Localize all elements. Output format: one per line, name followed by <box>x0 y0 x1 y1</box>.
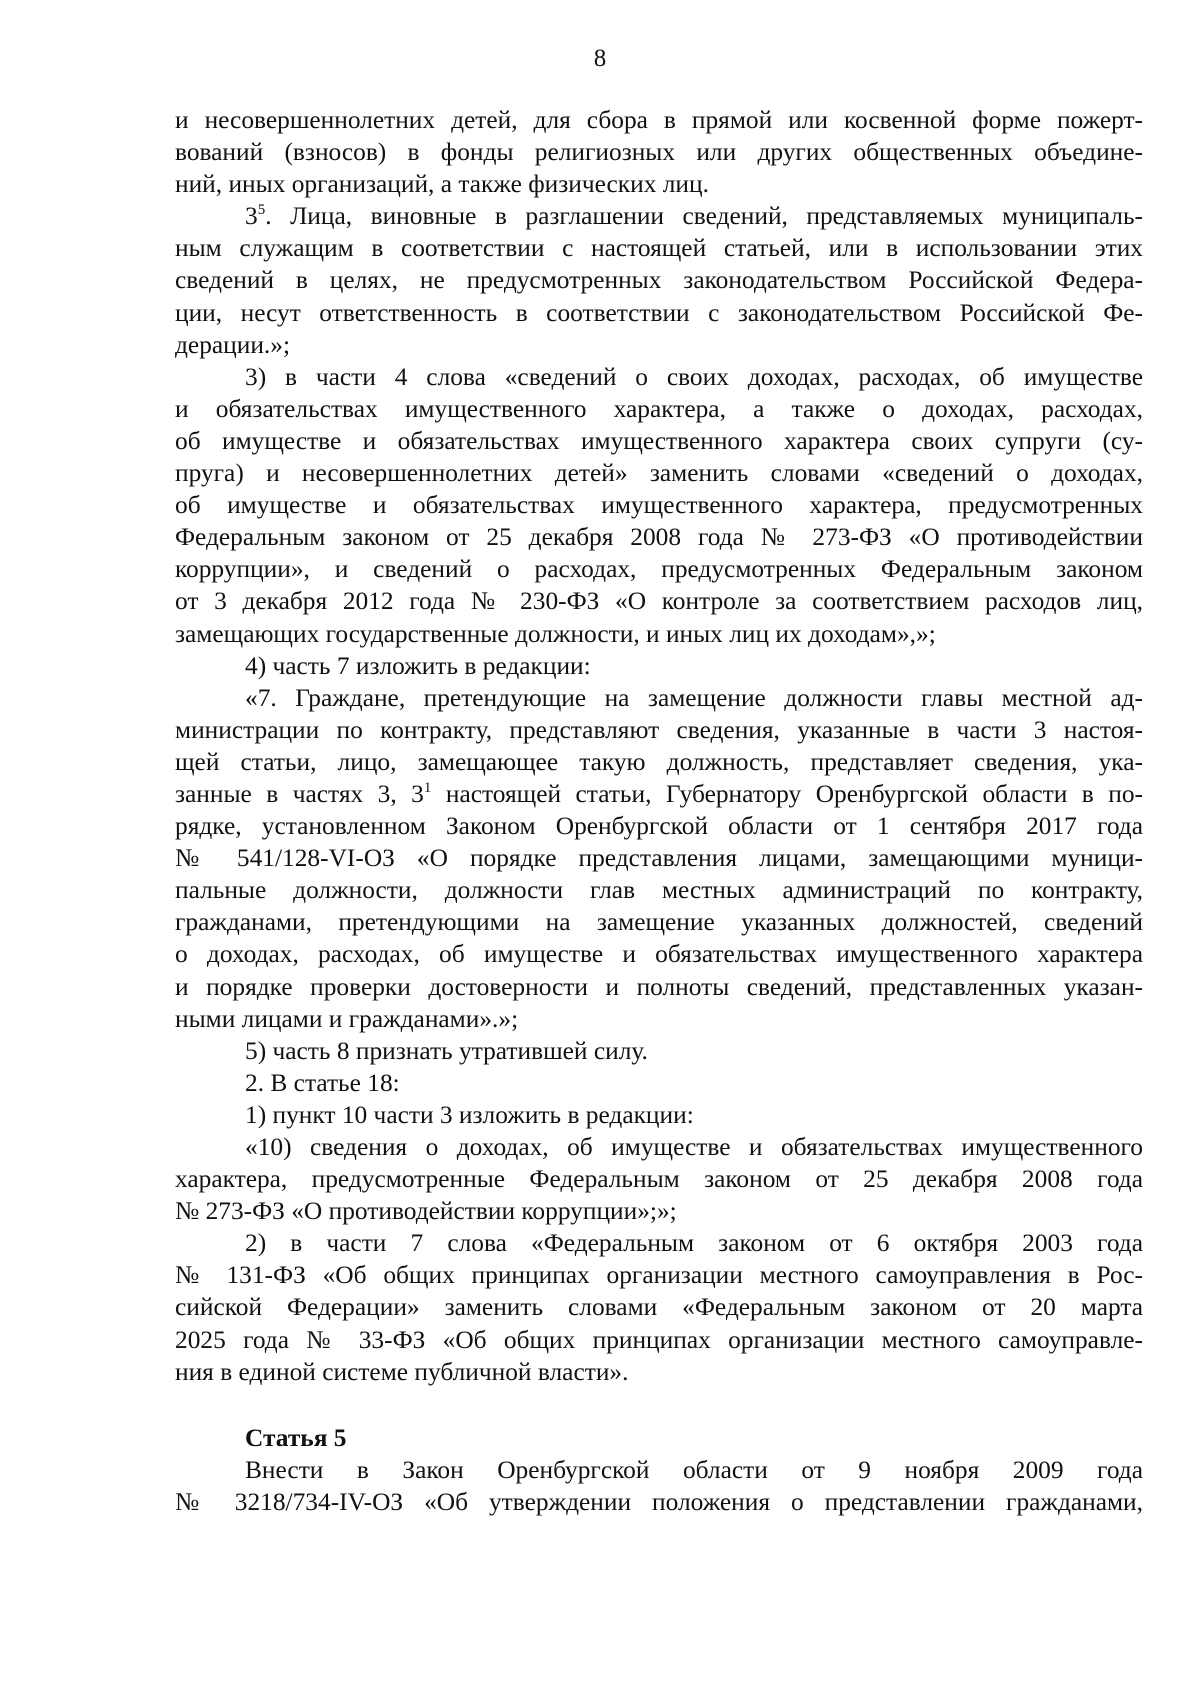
line-text: об имуществе и обязательствах имущественного характера, предусмотренных <box>175 491 1143 520</box>
line-text: и несовершеннолетних детей, для сбора в прямой или косвенной форме пожерт- <box>175 106 1143 134</box>
text-line <box>175 489 1143 521</box>
text-line <box>175 906 1143 938</box>
text-line <box>175 1324 1143 1356</box>
paragraph-gap <box>175 1388 1143 1422</box>
text-line <box>175 361 1143 393</box>
text-line <box>175 810 1143 842</box>
line-text: сведений в целях, не предусмотренных законодательством Российской Федера- <box>175 266 1143 295</box>
line-text: 4) часть 7 изложить в редакции: <box>245 651 591 680</box>
line-text: замещающих государственные должности, и иных лиц их доходам»,»; <box>175 619 936 648</box>
text-line <box>175 264 1143 296</box>
line-text: ными лицами и гражданами».»; <box>175 1004 519 1033</box>
article-heading <box>175 1422 1143 1454</box>
text-line <box>175 457 1143 489</box>
line-text: гражданами, претендующими на замещение указанных должностей, сведений <box>175 908 1143 937</box>
text-line <box>175 1486 1143 1518</box>
text-line <box>175 1131 1143 1163</box>
text-line <box>175 425 1143 457</box>
line-text: . Лица, виновные в разглашении сведений, представляемых муниципаль- <box>265 202 1143 231</box>
line-text: № 541/128-VI-ОЗ «О порядке представления лицами, замещающими муници- <box>175 844 1143 873</box>
text-line <box>175 136 1143 168</box>
text-line <box>175 842 1143 874</box>
text-line <box>175 521 1143 553</box>
line-prefix: занные в частях 3, 3 <box>175 779 424 808</box>
line-text: Внести в Закон Оренбургской области от 9 ноября 2009 года <box>245 1455 1143 1484</box>
text-line <box>175 104 1143 136</box>
text-line <box>175 297 1143 329</box>
line-text: 2025 года № 33-ФЗ «Об общих принципах организации местного самоуправле- <box>175 1325 1143 1354</box>
line-text: «7. Граждане, претендующие на замещение должности главы местной ад- <box>245 683 1143 712</box>
text-line <box>175 1099 1143 1131</box>
text-line <box>175 585 1143 617</box>
line-text: 2) в части 7 слова «Федеральным законом от 6 октября 2003 года <box>245 1229 1143 1258</box>
line-text: коррупции», и сведений о расходах, предусмотренных Федеральным законом <box>175 555 1143 584</box>
text-line <box>175 1454 1143 1486</box>
text-line <box>175 1195 1143 1227</box>
text-line <box>175 232 1143 264</box>
text-line <box>175 553 1143 585</box>
text-line <box>175 714 1143 746</box>
superscript: 1 <box>423 779 432 796</box>
text-line <box>175 1291 1143 1323</box>
text-line <box>175 874 1143 906</box>
line-text: № 131-ФЗ «Об общих принципах организации местного самоуправления в Рос- <box>175 1261 1143 1290</box>
line-text: щей статьи, лицо, замещающее такую должность, представляет сведения, ука- <box>175 747 1143 776</box>
line-text: 2. В статье 18: <box>245 1068 400 1097</box>
line-text: дерации.»; <box>175 330 291 359</box>
text-line <box>175 1067 1143 1099</box>
text-line <box>175 746 1143 778</box>
text-line <box>175 1003 1143 1035</box>
text-line <box>175 329 1143 361</box>
line-text: и порядке проверки достоверности и полноты сведений, представленных указан- <box>175 972 1143 1001</box>
line-text: № 3218/734-IV-ОЗ «Об утверждении положения о представлении гражданами, <box>175 1487 1143 1516</box>
line-text: министрации по контракту, представляют сведения, указанные в части 3 настоя- <box>175 715 1143 744</box>
line-text: Федеральным законом от 25 декабря 2008 года № 273-ФЗ «О противодействии <box>175 523 1143 552</box>
line-text: сийской Федерации» заменить словами «Федеральным законом от 20 марта <box>175 1293 1143 1322</box>
text-line <box>175 1035 1143 1067</box>
document-body <box>175 104 1143 1518</box>
line-text: настоящей статьи, Губернатору Оренбургской области в по- <box>431 779 1143 808</box>
text-line <box>175 200 1143 232</box>
line-prefix: 3 <box>245 202 258 231</box>
line-text: характера, предусмотренные Федеральным законом от 25 декабря 2008 года <box>175 1165 1143 1194</box>
text-line <box>175 778 1143 810</box>
line-text: Статья 5 <box>245 1423 347 1452</box>
line-text: ным служащим в соответствии с настоящей статьей, или в использовании этих <box>175 234 1143 263</box>
line-text: ний, иных организаций, а также физических лиц. <box>175 170 709 199</box>
text-line <box>175 168 1143 200</box>
line-text: ния в единой системе публичной власти». <box>175 1357 629 1386</box>
text-line <box>175 1163 1143 1195</box>
line-text: от 3 декабря 2012 года № 230-ФЗ «О контроле за соответствием расходов лиц, <box>175 587 1143 616</box>
page-number: 8 <box>593 45 607 72</box>
line-text: вований (взносов) в фонды религиозных или других общественных объедине- <box>175 138 1143 167</box>
line-text: 1) пункт 10 части 3 изложить в редакции: <box>245 1100 694 1129</box>
superscript: 5 <box>257 202 266 219</box>
text-line <box>175 1227 1143 1259</box>
text-line <box>175 650 1143 682</box>
text-line <box>175 971 1143 1003</box>
text-line <box>175 1356 1143 1388</box>
line-text: № 273-ФЗ «О противодействии коррупции»;»; <box>175 1197 677 1226</box>
line-text: о доходах, расходах, об имуществе и обязательствах имущественного характера <box>175 940 1143 969</box>
line-text: ции, несут ответственность в соответствии с законодательством Российской Фе- <box>175 298 1143 327</box>
line-text: и обязательствах имущественного характера, а также о доходах, расходах, <box>175 394 1143 423</box>
text-line <box>175 618 1143 650</box>
line-text: 5) часть 8 признать утратившей силу. <box>245 1036 648 1065</box>
line-text: «10) сведения о доходах, об имуществе и обязательствах имущественного <box>245 1133 1143 1161</box>
line-text: об имуществе и обязательствах имущественного характера своих супруги (су- <box>175 426 1143 455</box>
text-line <box>175 938 1143 970</box>
line-text: пруга) и несовершеннолетних детей» заменить словами «сведений о доходах, <box>175 459 1143 488</box>
line-text: 3) в части 4 слова «сведений о своих доходах, расходах, об имуществе <box>245 362 1143 391</box>
line-text: рядке, установленном Законом Оренбургской области от 1 сентября 2017 года <box>175 812 1143 841</box>
text-line <box>175 1259 1143 1291</box>
text-line <box>175 682 1143 714</box>
line-text: пальные должности, должности глав местных администраций по контракту, <box>175 876 1143 905</box>
text-line <box>175 393 1143 425</box>
